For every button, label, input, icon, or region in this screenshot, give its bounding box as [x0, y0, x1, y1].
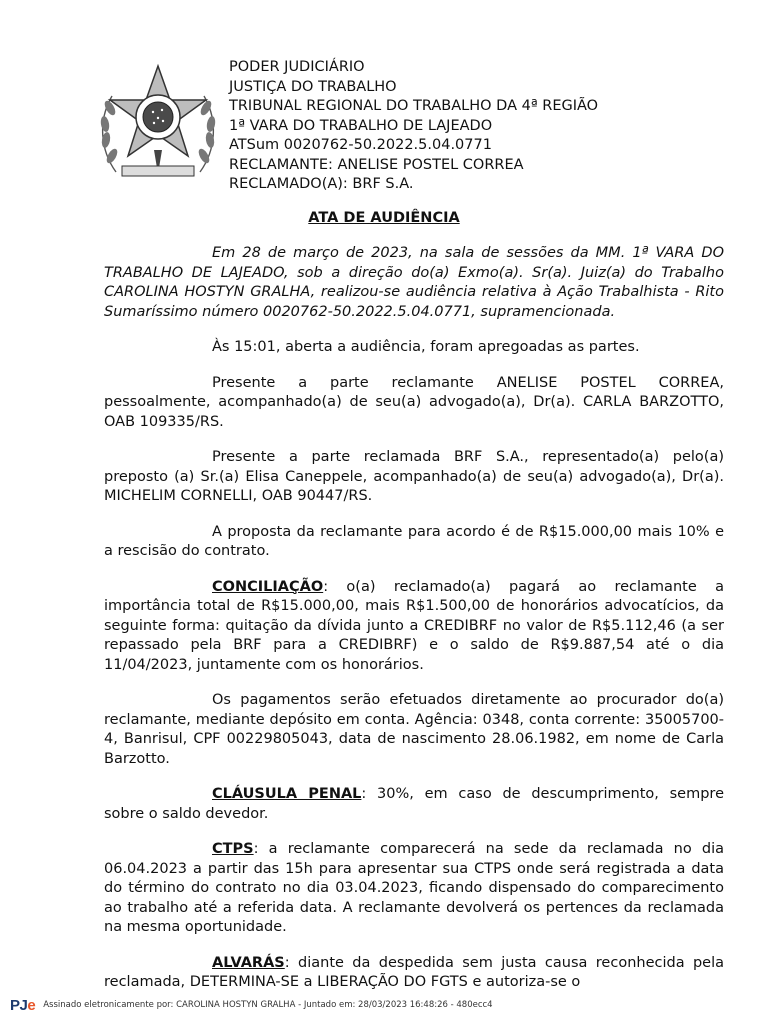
penal-clause-label: CLÁUSULA PENAL [212, 786, 362, 802]
header-line-labor-justice: JUSTIÇA DO TRABALHO [229, 78, 397, 95]
paragraph-ctps [104, 840, 724, 938]
signature-footer [10, 996, 493, 1014]
alvaras-label: ALVARÁS [212, 954, 285, 971]
pje-logo-icon: PJe [10, 996, 36, 1014]
electronic-signature-text: Assinado eletronicamente por: CAROLINA HOSTYN GRALHA - Juntado em: 28/03/2023 16:48:26 - 480ecc4 [43, 1000, 493, 1010]
paragraph-alvaras [104, 954, 724, 993]
ctps-label: CTPS [212, 841, 254, 857]
paragraph-penal-clause [104, 785, 724, 824]
conciliation-text: : o(a) reclamado(a) pagará ao reclamante a importância total de R$15.000,00, mais R$1.500,00 de honorários advocatícios, da seguinte forma: quitação da dívida junto a CREDIBRF no valor de R$5.112,46 (a ser repassado pela BRF para a CREDIBRF) e o saldo de R$9.887,54 até o dia 11/04/2023, juntamente com os honorários. [104, 578, 724, 673]
header-line-plaintiff: RECLAMANTE: ANELISE POSTEL CORREA [229, 156, 524, 173]
header-line-labor-court: 1ª VARA DO TRABALHO DE LAJEADO [229, 117, 493, 134]
ctps-text: : a reclamante comparecerá na sede da reclamada no dia 06.04.2023 a partir das 15h para apresentar sua CTPS onde será registrada a data do término do contrato no dia 03.04.2023, ficando dispensado do comparecimento ao trabalho até a referida data. A reclamante devolverá os pertences da reclamada na mesma oportunidade. [104, 841, 724, 935]
paragraph-conciliation [104, 578, 724, 676]
document-header [229, 58, 598, 195]
alvaras-text: : diante da despedida sem justa causa reconhecida pela reclamada, DETERMINA-SE a LIBERAÇÃO DO FGTS e autoriza-se o [104, 954, 724, 990]
penal-clause-text: : 30%, em caso de descumprimento, sempre sobre o saldo devedor. [104, 786, 724, 822]
header-line-regional-court: TRIBUNAL REGIONAL DO TRABALHO DA 4ª REGIÃO [229, 98, 599, 114]
document-body [104, 244, 724, 1009]
document-title: ATA DE AUDIÊNCIA [308, 210, 460, 226]
coat-of-arms-icon [96, 62, 220, 188]
header-line-defendant: RECLAMADO(A): BRF S.A. [229, 176, 414, 192]
header-line-judiciary: PODER JUDICIÁRIO [229, 59, 365, 75]
paragraph-plaintiff-present: Presente a parte reclamante ANELISE POSTEL CORREA, pessoalmente, acompanhado(a) de seu(a) advogado(a), Dr(a). CARLA BARZOTTO, OAB 109335/RS. [104, 374, 724, 430]
paragraph-opening: Em 28 de março de 2023, na sala de sessões da MM. 1ª VARA DO TRABALHO DE LAJEADO, sob a direção do(a) Exmo(a). Sr(a). Juiz(a) do Trabalho CAROLINA HOSTYN GRALHA, realizou-se audiência relativa à Ação Trabalhista - Rito Sumaríssimo número 0020762-50.2022.5.04.0771, supramencionada. [104, 245, 724, 320]
header-line-case-number: ATSum 0020762-50.2022.5.04.0771 [229, 137, 492, 153]
paragraph-defendant-present: Presente a parte reclamada BRF S.A., representado(a) pelo(a) preposto (a) Sr.(a) Elisa Caneppele, acompanhado(a) de seu(a) advogado(a), Dr(a). MICHELIM CORNELLI, OAB 90447/RS. [104, 449, 724, 504]
paragraph-hearing-opened: Às 15:01, aberta a audiência, foram apregoadas as partes. [212, 339, 640, 355]
conciliation-label: CONCILIAÇÃO [212, 578, 324, 595]
paragraph-payments: Os pagamentos serão efetuados diretamente ao procurador do(a) reclamante, mediante depósito em conta. Agência: 0348, conta corrente: 35005700-4, Banrisul, CPF 00229805043, data de nascimento 28.06.1982, em nome de Carla Barzotto. [104, 692, 724, 767]
paragraph-proposal: A proposta da reclamante para acordo é de R$15.000,00 mais 10% e a rescisão do contrato. [104, 523, 724, 559]
